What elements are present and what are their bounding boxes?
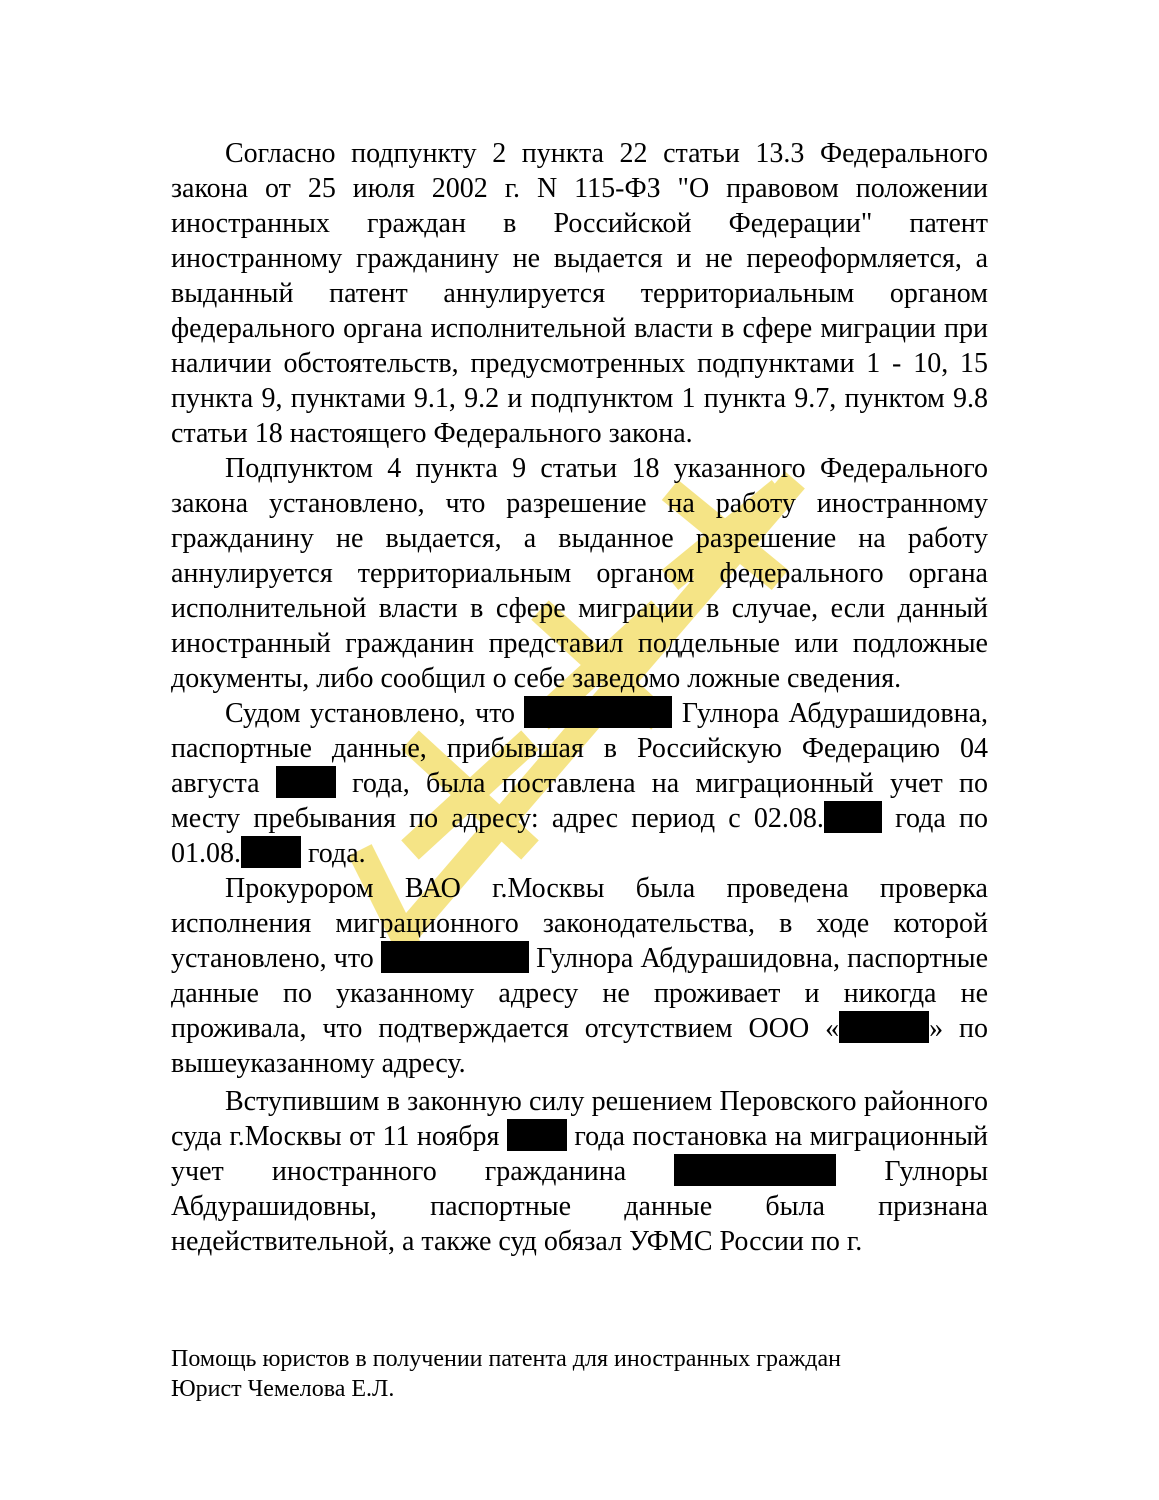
page-footer: [171, 1344, 988, 1404]
paragraph-5-part-c: Гулноры Абдурашидовны, паспортные данные была признана недействительной, а также суд обязал УФМС России по г.: [171, 1156, 989, 1257]
paragraph-3-part-d: года по 01.08.: [171, 803, 989, 869]
paragraph-3-part-e: года.: [308, 838, 366, 869]
redaction-block: [824, 801, 882, 833]
footer-line-2: Юрист Чемелова Е.Л.: [171, 1376, 395, 1402]
paragraph-5: [171, 1084, 988, 1259]
redaction-block: [276, 766, 336, 798]
paragraph-4: [171, 871, 988, 1081]
redaction-block: [674, 1154, 836, 1186]
paragraph-3-part-a: Судом установлено, что: [225, 698, 516, 729]
redaction-block: [241, 836, 301, 868]
redaction-block: [507, 1119, 567, 1151]
paragraph-4-part-b: Гулнора Абдурашидовна, паспортные данные по указанному адресу не проживает и никогда не проживала, что подтверждается отсутствием ООО «: [171, 943, 989, 1044]
paragraph-4-part-a: Прокурором ВАО г.Москвы была проведена проверка исполнения миграционного законодательства, в ходе которой установлено, что: [171, 873, 988, 974]
paragraph-5-part-a: Вступившим в законную силу решением Перовского районного суда г.Москвы от 11 ноября: [171, 1086, 988, 1152]
paragraph-3: [171, 696, 988, 871]
paragraph-5-part-b: года постановка на миграционный учет иностранного гражданина: [171, 1121, 989, 1187]
redaction-block: [524, 696, 672, 728]
paragraph-4-part-c: » по вышеуказанному адресу.: [171, 1013, 988, 1079]
document-body: [171, 136, 988, 1259]
paragraph-2: Подпунктом 4 пункта 9 статьи 18 указанного Федерального закона установлено, что разрешение на работу иностранному гражданину не выдается, а выданное разрешение на работу аннулируется территориальным органом федерального органа исполнительной власти в сфере миграции в случае, если данный иностранный гражданин представил поддельные или подложные документы, либо сообщил о себе заведомо ложные сведения.: [171, 453, 988, 694]
redaction-block: [839, 1011, 929, 1043]
footer-line-1: Помощь юристов в получении патента для иностранных граждан: [171, 1346, 841, 1372]
paragraph-3-part-b: Гулнора Абдурашидовна, паспортные данные, прибывшая в Российскую Федерацию 04 августа: [171, 698, 988, 799]
redaction-block: [381, 941, 529, 973]
paragraph-3-part-c: года, была поставлена на миграционный учет по месту пребывания по адресу: адрес период с 02.08.: [171, 768, 989, 834]
paragraph-1: Согласно подпункту 2 пункта 22 статьи 13.3 Федерального закона от 25 июля 2002 г. N 115-ФЗ "О правовом положении иностранных граждан в Российской Федерации" патент иностранному гражданину не выдается и не переоформляется, а выданный патент аннулируется территориальным органом федерального органа исполнительной власти в сфере миграции при наличии обстоятельств, предусмотренных подпунктами 1 - 10, 15 пункта 9, пунктами 9.1, 9.2 и подпунктом 1 пункта 9.7, пунктом 9.8 статьи 18 настоящего Федерального закона.: [171, 138, 988, 449]
